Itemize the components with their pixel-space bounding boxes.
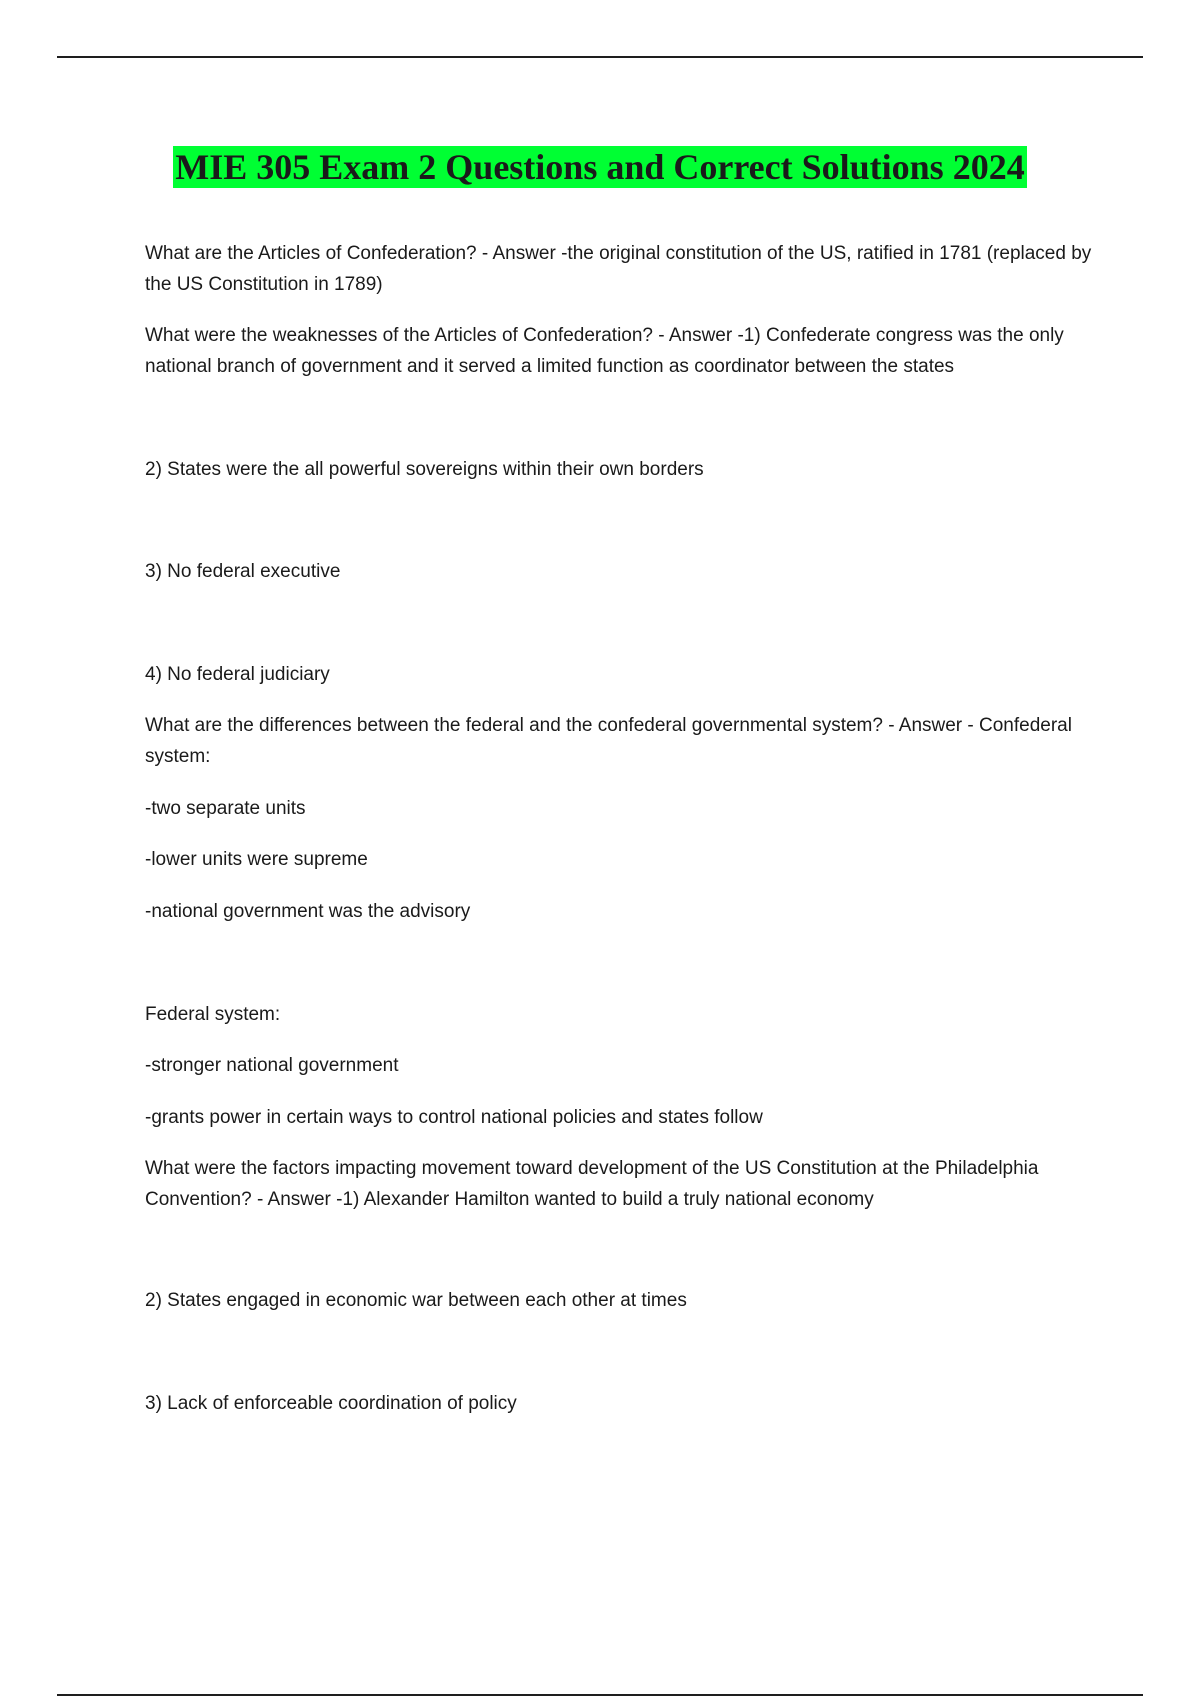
paragraph-q3-item2: -lower units were supreme	[145, 849, 368, 870]
paragraph-q4-item3: 3) Lack of enforceable coordination of policy	[145, 1393, 517, 1414]
paragraph-q3-federal-item1: -stronger national government	[145, 1055, 399, 1076]
title-container	[0, 146, 1200, 188]
paragraph-q3-item1: -two separate units	[145, 798, 306, 819]
paragraph-q4: What were the factors impacting movement toward development of the US Constitution at the Philadelphia Convention? - Answer -1) Alexander Hamilton wanted to build a truly national economy	[145, 1158, 1039, 1210]
paragraph-q2-item2: 2) States were the all powerful sovereigns within their own borders	[145, 459, 704, 480]
paragraph-q4-item2: 2) States engaged in economic war between each other at times	[145, 1290, 687, 1311]
paragraph-q2-item3: 3) No federal executive	[145, 561, 341, 582]
paragraph-q3-item3: -national government was the advisory	[145, 901, 471, 922]
paragraph-q3: What are the differences between the federal and the confederal governmental system? - Answer - Confederal system:	[145, 715, 1072, 767]
header-rule	[57, 56, 1143, 58]
footer-rule	[57, 1694, 1143, 1696]
paragraph-q3-federal-item2: -grants power in certain ways to control national policies and states follow	[145, 1107, 763, 1128]
paragraph-q2: What were the weaknesses of the Articles of Confederation? - Answer -1) Confederate congress was the only national branch of government and it served a limited function as coordinator between the states	[145, 325, 1064, 377]
paragraph-q1: What are the Articles of Confederation? - Answer -the original constitution of the US, ratified in 1781 (replaced by the US Constitution in 1789)	[145, 243, 1092, 295]
paragraph-q2-item4: 4) No federal judiciary	[145, 664, 330, 685]
paragraph-q3-federal-heading: Federal system:	[145, 1004, 281, 1025]
document-title: MIE 305 Exam 2 Questions and Correct Solutions 2024	[175, 147, 1025, 187]
